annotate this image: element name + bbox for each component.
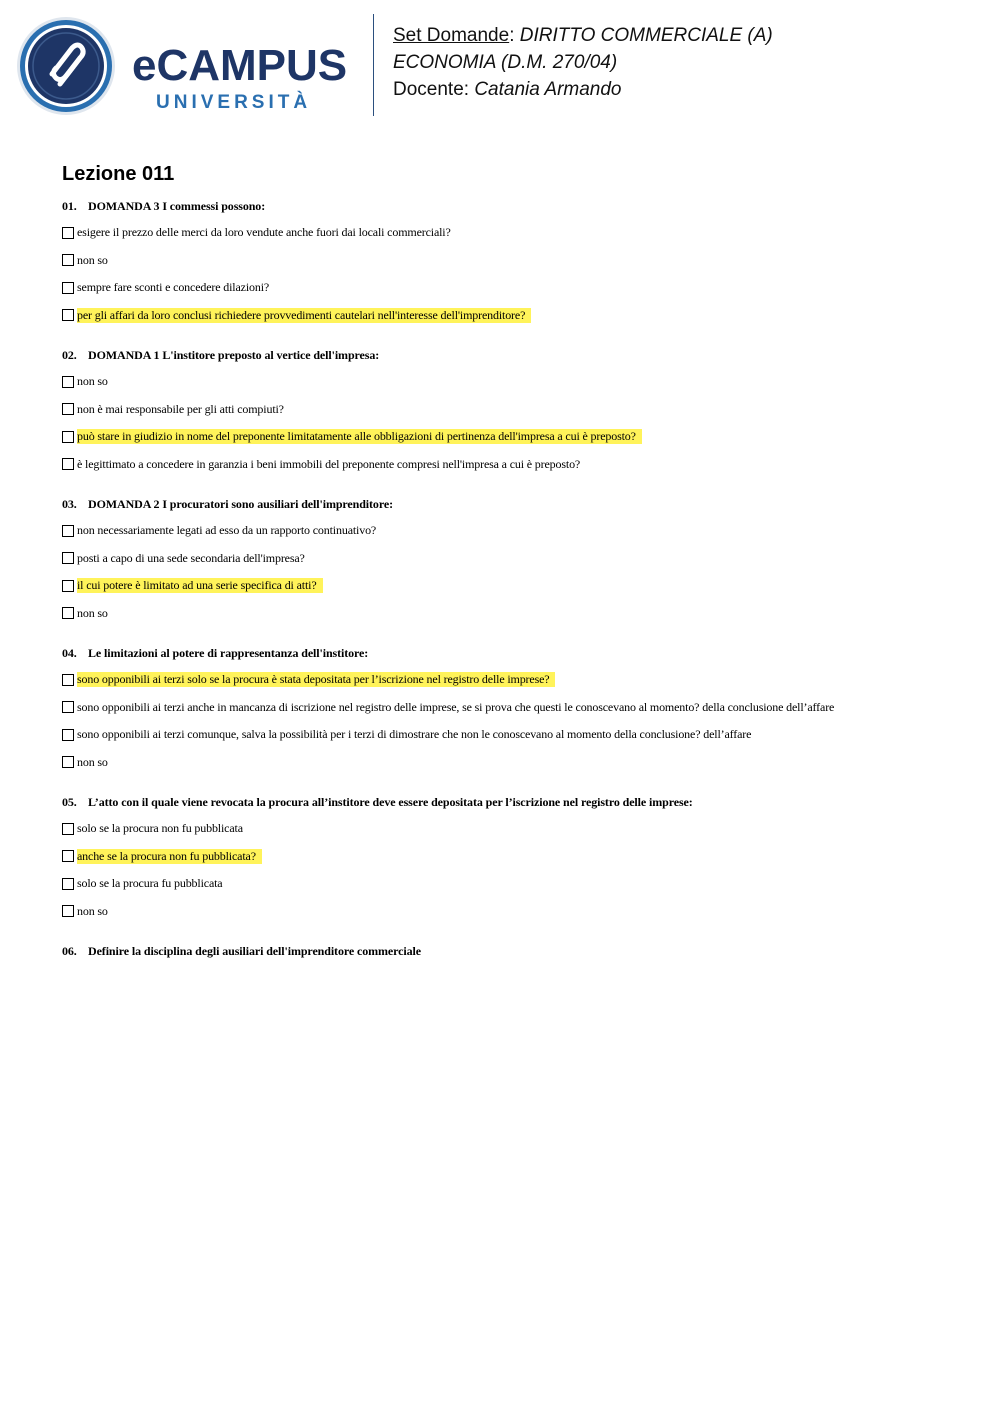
answer-option[interactable]	[62, 550, 962, 567]
answer-option-correct[interactable]	[62, 577, 962, 594]
answer-option[interactable]	[62, 522, 962, 539]
course-name: DIRITTO COMMERCIALE (A)	[519, 25, 773, 46]
question-number: 03.	[62, 497, 77, 511]
answer-option-label: non so	[77, 903, 108, 918]
answer-option-label: non necessariamente legati ad esso da un rapporto continuativo?	[77, 523, 377, 537]
question-spacer	[62, 483, 962, 496]
ecampus-wordmark-logo	[132, 40, 357, 116]
answer-option-label: sempre fare sconti e concedere dilazioni?	[77, 280, 270, 294]
checkbox[interactable]	[62, 580, 74, 592]
checkbox[interactable]	[62, 525, 74, 537]
ecampus-seal-logo	[16, 16, 116, 116]
answer-option-label: non è mai responsabile per gli atti compiuti?	[77, 401, 284, 416]
teacher-name: Catania Armando	[474, 79, 622, 100]
course-program: ECONOMIA (D.M. 270/04)	[393, 52, 618, 73]
checkbox[interactable]	[62, 431, 74, 443]
question-text: Le limitazioni al potere di rappresentanza dell'institore:	[88, 646, 369, 660]
checkbox[interactable]	[62, 823, 74, 835]
question-text: DOMANDA 3 I commessi possono:	[88, 199, 266, 213]
answer-option[interactable]	[62, 401, 962, 418]
answer-option[interactable]	[62, 754, 962, 771]
question-heading	[62, 943, 962, 959]
answer-option[interactable]	[62, 726, 962, 743]
checkbox[interactable]	[62, 701, 74, 713]
answer-option[interactable]	[62, 903, 962, 920]
answer-option[interactable]	[62, 279, 962, 296]
lesson-title: Lezione 011	[62, 163, 175, 185]
checkbox[interactable]	[62, 756, 74, 768]
course-info	[393, 22, 773, 103]
question-number: 01.	[62, 199, 77, 213]
answer-option-label: il cui potere è limitato ad una serie specifica di atti?	[77, 578, 323, 593]
answer-option[interactable]	[62, 224, 962, 241]
answer-option-label: per gli affari da loro conclusi richiedere provvedimenti cautelari nell'interesse dell'imprenditore?	[77, 308, 531, 323]
checkbox[interactable]	[62, 254, 74, 266]
answer-option[interactable]	[62, 820, 962, 837]
answer-option-label: non so	[77, 252, 108, 267]
answer-option-correct[interactable]	[62, 307, 962, 324]
answer-option-label: non so	[77, 374, 108, 388]
checkbox[interactable]	[62, 458, 74, 470]
question-5	[62, 794, 962, 920]
question-6	[62, 943, 962, 959]
question-text: L’atto con il quale viene revocata la procura all’institore deve essere depositata per l’iscrizione nel registro delle imprese:	[88, 795, 693, 809]
question-text: DOMANDA 2 I procuratori sono ausiliari dell'imprenditore:	[88, 497, 393, 511]
answer-option[interactable]	[62, 875, 962, 892]
question-heading	[62, 198, 962, 214]
answer-option-label: esigere il prezzo delle merci da loro vendute anche fuori dai locali commerciali?	[77, 225, 451, 239]
answer-option-label: solo se la procura non fu pubblicata	[77, 821, 243, 835]
checkbox[interactable]	[62, 309, 74, 321]
checkbox[interactable]	[62, 878, 74, 890]
answer-option-label: è legittimato a concedere in garanzia i beni immobili del preponente compresi nell'impresa a cui è preposto?	[77, 456, 581, 471]
question-2	[62, 347, 962, 473]
answer-option-label: sono opponibili ai terzi comunque, salva la possibilità per i terzi di dimostrare che non le conoscevano al momento della conclusione? dell’affare	[77, 727, 752, 741]
header-divider	[373, 14, 374, 116]
question-spacer	[62, 781, 962, 794]
checkbox[interactable]	[62, 403, 74, 415]
question-spacer	[62, 930, 962, 943]
answer-option-label: sono opponibili ai terzi solo se la procura è stata depositata per l’iscrizione nel registro delle imprese?	[77, 672, 555, 687]
checkbox[interactable]	[62, 607, 74, 619]
question-4	[62, 645, 962, 771]
answer-option-label: non so	[77, 605, 108, 620]
question-number: 05.	[62, 795, 77, 809]
checkbox[interactable]	[62, 729, 74, 741]
question-3	[62, 496, 962, 622]
brand-bottom-text: UNIVERSITÀ	[156, 92, 312, 113]
question-number: 06.	[62, 944, 77, 958]
checkbox[interactable]	[62, 376, 74, 388]
question-number: 02.	[62, 348, 77, 362]
question-spacer	[62, 632, 962, 645]
question-heading	[62, 347, 962, 363]
checkbox[interactable]	[62, 552, 74, 564]
checkbox[interactable]	[62, 905, 74, 917]
question-list	[62, 198, 962, 959]
question-text: Definire la disciplina degli ausiliari dell'imprenditore commerciale	[88, 944, 421, 958]
question-number: 04.	[62, 646, 77, 660]
answer-option-label: anche se la procura non fu pubblicata?	[77, 849, 262, 864]
answer-option-label: non so	[77, 754, 108, 769]
question-1	[62, 198, 962, 324]
answer-option-label: può stare in giudizio in nome del preponente limitatamente alle obbligazioni di pertinenza dell'impresa a cui è preposto?	[77, 429, 642, 444]
question-spacer	[62, 334, 962, 347]
course-line-2	[393, 49, 773, 76]
brand-top-text: eCAMPUS	[132, 41, 348, 90]
answer-option-label: posti a capo di una sede secondaria dell'impresa?	[77, 550, 305, 565]
answer-option[interactable]	[62, 699, 962, 716]
answer-option[interactable]	[62, 456, 962, 473]
question-heading	[62, 496, 962, 512]
answer-option-label: solo se la procura fu pubblicata	[77, 876, 223, 890]
set-label: Set Domande	[393, 25, 510, 46]
checkbox[interactable]	[62, 282, 74, 294]
answer-option-correct[interactable]	[62, 848, 962, 865]
answer-option-correct[interactable]	[62, 671, 962, 688]
teacher-line	[393, 76, 773, 103]
course-line-1: Set Domande: DIRITTO COMMERCIALE (A)	[393, 25, 773, 46]
checkbox[interactable]	[62, 227, 74, 239]
question-text: DOMANDA 1 L'institore preposto al vertice dell'impresa:	[88, 348, 380, 362]
answer-option-correct[interactable]	[62, 428, 962, 445]
answer-option[interactable]	[62, 373, 962, 390]
checkbox[interactable]	[62, 674, 74, 686]
teacher-label: Docente:	[393, 79, 470, 100]
answer-option-label: sono opponibili ai terzi anche in mancanza di iscrizione nel registro delle imprese, se si prova che questi le conoscevano al momento? della conclusione dell’affare	[77, 699, 835, 714]
question-heading	[62, 645, 962, 661]
answer-option[interactable]	[62, 252, 962, 269]
question-heading	[62, 794, 962, 810]
page-header	[0, 0, 1000, 130]
checkbox[interactable]	[62, 850, 74, 862]
answer-option[interactable]	[62, 605, 962, 622]
quiz-content	[62, 160, 962, 969]
